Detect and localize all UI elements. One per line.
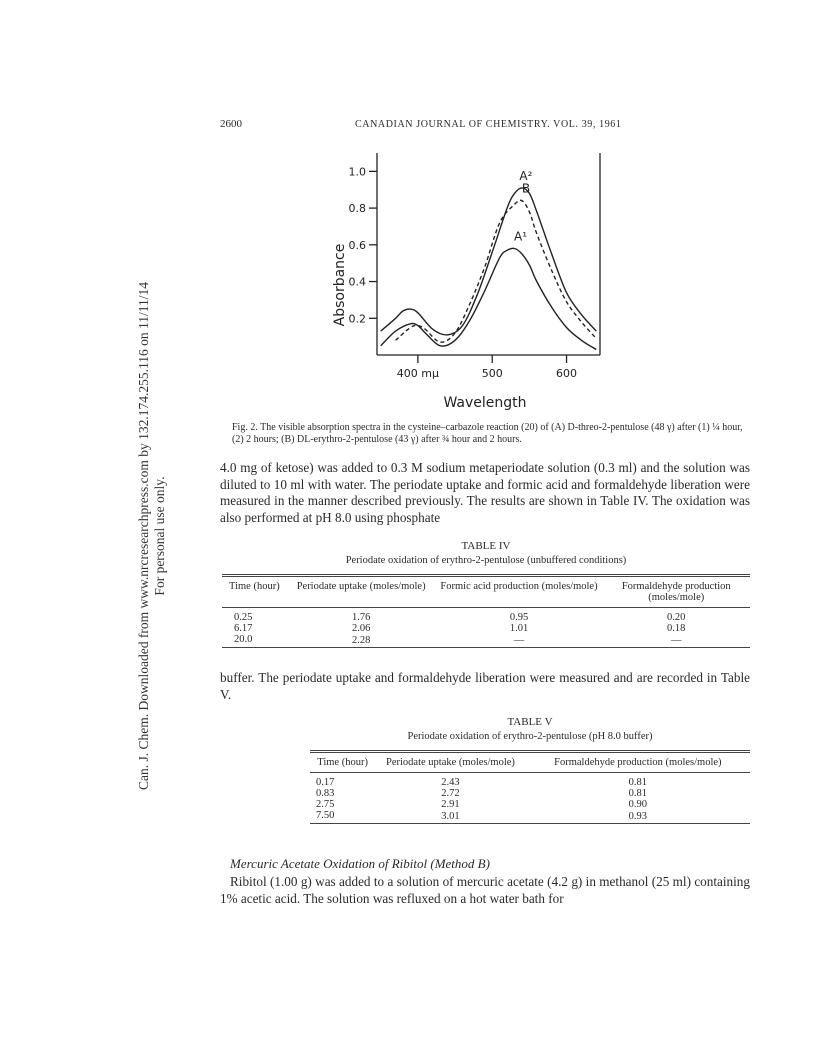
series-label: A¹ bbox=[514, 229, 528, 244]
table-v-title: TABLE V bbox=[507, 716, 553, 728]
x-tick-label: 600 bbox=[556, 367, 578, 380]
table-iv-header: Formic acid production (moles/mole) bbox=[436, 576, 603, 608]
table-cell: — bbox=[513, 635, 525, 646]
x-axis-title: Wavelength bbox=[443, 395, 527, 411]
table-iv bbox=[222, 574, 750, 648]
table-cell: 0.25 bbox=[234, 612, 253, 623]
table-iv-header: Time (hour) bbox=[222, 576, 287, 608]
y-tick-label: 0.8 bbox=[348, 202, 366, 216]
table-cell: 0.17 bbox=[316, 777, 335, 788]
table-row bbox=[222, 608, 750, 624]
table-cell: 0.83 bbox=[316, 788, 335, 799]
table-cell: 2.91 bbox=[441, 799, 460, 810]
body-paragraph-2: buffer. The periodate uptake and formaldehyde liberation were measured and are recorded in Table V. bbox=[220, 670, 750, 702]
table-cell: 0.81 bbox=[628, 788, 648, 799]
table-cell: 2.43 bbox=[441, 777, 460, 788]
table-iv-header: Formaldehyde production (moles/mole) bbox=[602, 576, 750, 608]
y-tick-label: 0.2 bbox=[348, 312, 366, 326]
series-label: B bbox=[521, 181, 531, 196]
table-cell: 0.20 bbox=[667, 612, 686, 623]
y-tick-label: 0.4 bbox=[348, 275, 366, 289]
x-tick-label: 500 bbox=[481, 367, 503, 380]
table-cell: 2.75 bbox=[316, 799, 335, 810]
download-notice bbox=[136, 256, 168, 816]
table-iv-caption: Periodate oxidation of erythro-2-pentulose (unbuffered conditions) bbox=[345, 555, 627, 566]
table-row bbox=[310, 773, 750, 789]
series-label: A² bbox=[519, 168, 533, 183]
page-number: 2600 bbox=[220, 118, 242, 130]
table-cell: 2.28 bbox=[351, 635, 371, 646]
figure-caption-prefix: Fig. 2. bbox=[232, 422, 258, 433]
body-paragraph-3: Ribitol (1.00 g) was added to a solution of mercuric acetate (4.2 g) in methanol (25 ml) containing 1% acetic acid. The solution was refluxed on a hot water bath for bbox=[220, 874, 750, 906]
table-iv-block bbox=[222, 540, 750, 648]
absorption-spectra-chart bbox=[330, 145, 620, 415]
figure-caption-text: The visible absorption spectra in the cysteine–carbazole reaction (20) of (A) D-threo-2-pentulose (48 γ) after (1) ¼ hour, (2) 2 hours; (B) DL-erythro-2-pentulose (43 γ) after ¾ hour and 2 hours. bbox=[232, 422, 743, 445]
series-line bbox=[381, 188, 597, 335]
download-notice-line2: For personal use only. bbox=[152, 476, 167, 596]
table-row bbox=[310, 810, 750, 824]
table-row bbox=[222, 623, 750, 634]
y-tick-label: 1.0 bbox=[348, 165, 366, 179]
table-cell: 1.01 bbox=[509, 623, 529, 634]
x-tick-label: 400 mμ bbox=[396, 367, 439, 380]
journal-header: CANADIAN JOURNAL OF CHEMISTRY. VOL. 39, 1961 bbox=[355, 119, 622, 130]
table-cell: 20.0 bbox=[234, 634, 253, 645]
table-cell: 0.95 bbox=[509, 612, 529, 623]
table-cell: 2.06 bbox=[351, 623, 371, 634]
table-cell: 0.90 bbox=[628, 799, 648, 810]
table-iv-title: TABLE IV bbox=[461, 540, 511, 552]
table-cell: 3.01 bbox=[441, 811, 460, 822]
table-row bbox=[310, 788, 750, 799]
table-cell: — bbox=[670, 635, 682, 646]
table-v-block bbox=[310, 716, 750, 824]
y-axis-title: Absorbance bbox=[332, 243, 348, 327]
table-v-caption: Periodate oxidation of erythro-2-pentulose (pH 8.0 buffer) bbox=[407, 731, 653, 742]
table-cell: 2.72 bbox=[441, 788, 460, 799]
table-v-header: Time (hour) bbox=[310, 752, 375, 773]
section-subheading: Mercuric Acetate Oxidation of Ribitol (Method B) bbox=[230, 856, 490, 871]
table-v bbox=[310, 750, 750, 824]
table-v-header: Periodate uptake (moles/mole) bbox=[375, 752, 525, 773]
table-cell: 0.81 bbox=[628, 777, 648, 788]
table-iv-header: Periodate uptake (moles/mole) bbox=[287, 576, 436, 608]
body-paragraph-1: 4.0 mg of ketose) was added to 0.3 M sodium metaperiodate solution (0.3 ml) and the solution was diluted to 10 ml with water. The periodate uptake and formic acid and formaldehyde liberation were measured in the manner described previously. The results are shown in Table IV. The oxidation was also performed at pH 8.0 using phosphate bbox=[220, 460, 750, 525]
table-row bbox=[310, 799, 750, 810]
table-v-header: Formaldehyde production (moles/mole) bbox=[526, 752, 750, 773]
table-cell: 6.17 bbox=[234, 623, 253, 634]
table-cell: 7.50 bbox=[316, 810, 335, 821]
table-row bbox=[222, 634, 750, 648]
figure-caption bbox=[232, 422, 754, 446]
download-notice-line1: Can. J. Chem. Downloaded from www.nrcresearchpress.com by 132.174.255.116 on 11/11/14 bbox=[136, 282, 151, 790]
y-tick-label: 0.6 bbox=[348, 238, 366, 252]
table-cell: 0.93 bbox=[628, 811, 648, 822]
table-cell: 1.76 bbox=[351, 612, 371, 623]
table-cell: 0.18 bbox=[667, 623, 686, 634]
